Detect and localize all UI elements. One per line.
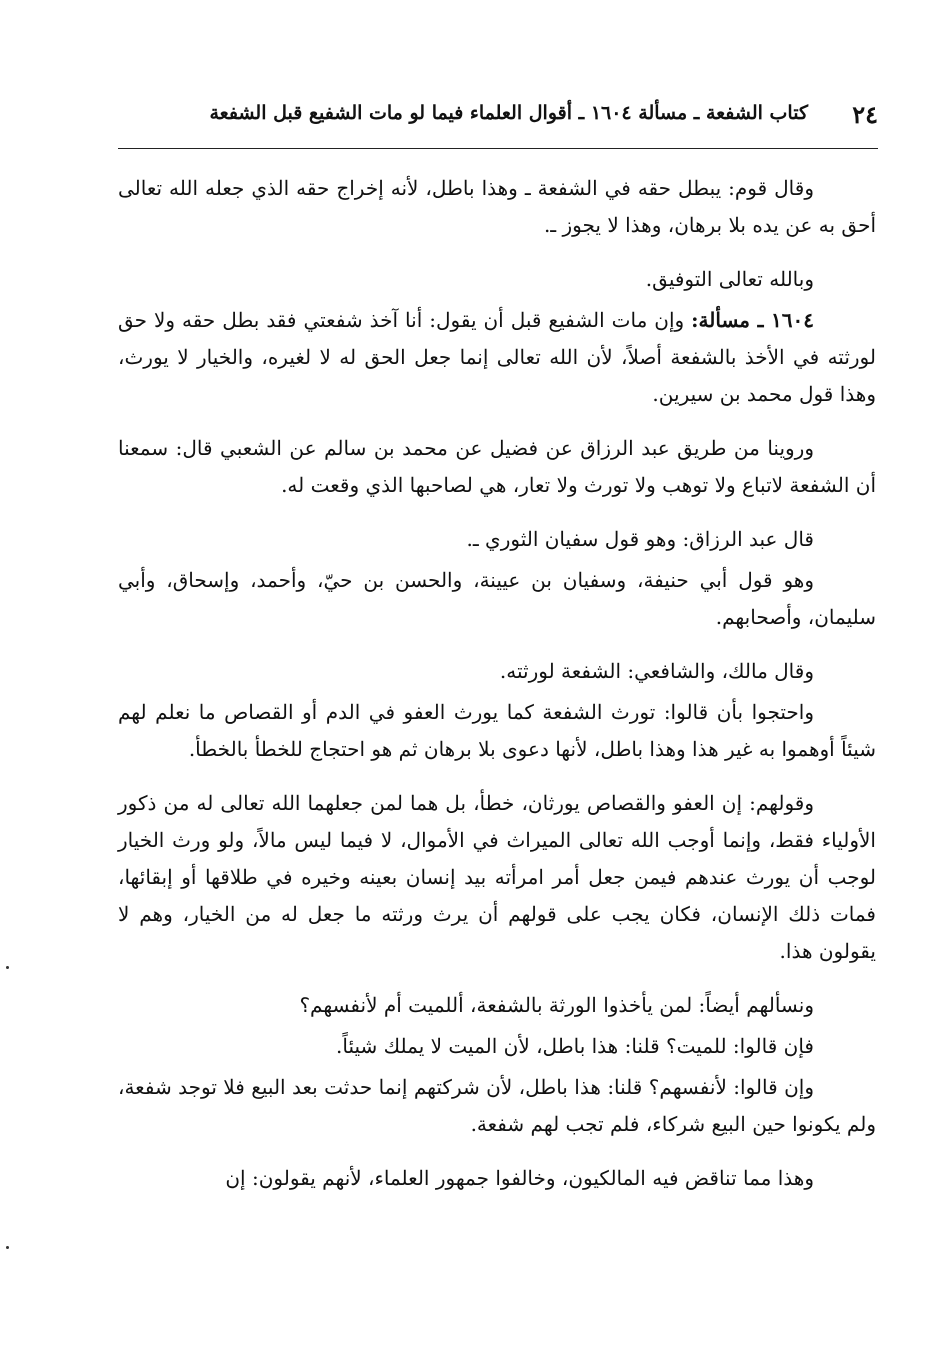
- issue-paragraph: [118, 302, 876, 413]
- paragraph: فإن قالوا: للميت؟ قلنا: هذا باطل، لأن الميت لا يملك شيئاً.: [336, 1034, 814, 1058]
- page-header: [118, 96, 878, 136]
- page-body: [118, 170, 876, 1214]
- paragraph: ونسألهم أيضاً: لمن يأخذوا الورثة بالشفعة، أللميت أم لأنفسهم؟: [299, 993, 814, 1017]
- scan-speck: [6, 1246, 9, 1249]
- page-number: ٢٤: [852, 100, 878, 129]
- paragraph: وإن قالوا: لأنفسهم؟ قلنا: هذا باطل، لأن شركتهم إنما حدثت بعد البيع فلا توجد شفعة، ولم يكونوا حين البيع شركاء، فلم تجب لهم شفعة.: [118, 1075, 876, 1136]
- paragraph: وبالله تعالى التوفيق.: [645, 267, 814, 291]
- paragraph: وقولهم: إن العفو والقصاص يورثان، خطأ، بل هما لمن جعلهما الله تعالى له من ذكور الأولياء فقط، وإنما أوجب الله تعالى الميراث في الأموال، لا فيما ليس مالاً، ولو ورث الخيار لوجب أن يورث عندهم فيمن جعل أمر امرأته بيد إنسان بعينه وخيره في طلاقها أو إبقائها، فمات ذلك الإنسان، فكان يجب على قولهم أن يرث ورثته ما جعل له من الخيار، وهم لا يقولون هذا.: [118, 791, 877, 963]
- scan-speck: [6, 966, 9, 969]
- paragraph: وهذا مما تناقض فيه المالكيون، وخالفوا جمهور العلماء، لأنهم يقولون: إن: [225, 1166, 814, 1190]
- paragraph: وقال مالك، والشافعي: الشفعة لورثته.: [499, 659, 814, 683]
- paragraph: وقال قوم: يبطل حقه في الشفعة ـ وهذا باطل، لأنه إخراج حقه الذي جعله الله تعالى أحق به عن يده بلا برهان، وهذا لا يجوز ـ.: [118, 176, 876, 237]
- running-title: كتاب الشفعة ـ مسألة ١٦٠٤ ـ أقوال العلماء فيما لو مات الشفيع قبل الشفعة: [209, 102, 808, 124]
- paragraph: وروينا من طريق عبد الرزاق عن فضيل عن محمد بن سالم عن الشعبي قال: سمعنا أن الشفعة لاتباع ولا توهب ولا تورث ولا تعار، هي لصاحبها الذي وقعت له.: [118, 436, 876, 497]
- header-divider: [118, 148, 878, 149]
- issue-text: وإن مات الشفيع قبل أن يقول: أنا آخذ شفعتي فقد بطل حقه ولا حق لورثته في الأخذ بالشفعة أصلاً، لأن الله تعالى إنما جعل الحق له لا لغيره، والخيار لا يورث، وهذا قول محمد بن سيرين.: [118, 308, 876, 406]
- issue-number: ١٦٠٤ ـ مسألة:: [691, 308, 814, 332]
- paragraph: وهو قول أبي حنيفة، وسفيان بن عيينة، والحسن بن حيّ، وأحمد، وإسحاق، وأبي سليمان، وأصحابهم.: [118, 568, 876, 629]
- paragraph: قال عبد الرزاق: وهو قول سفيان الثوري ـ.: [466, 527, 814, 551]
- paragraph: واحتجوا بأن قالوا: تورث الشفعة كما يورث العفو في الدم أو القصاص ما نعلم لهم شيئاً أوهموا به غير هذا وهذا باطل، لأنها دعوى بلا برهان ثم هو احتجاج للخطأ بالخطأ.: [118, 700, 876, 761]
